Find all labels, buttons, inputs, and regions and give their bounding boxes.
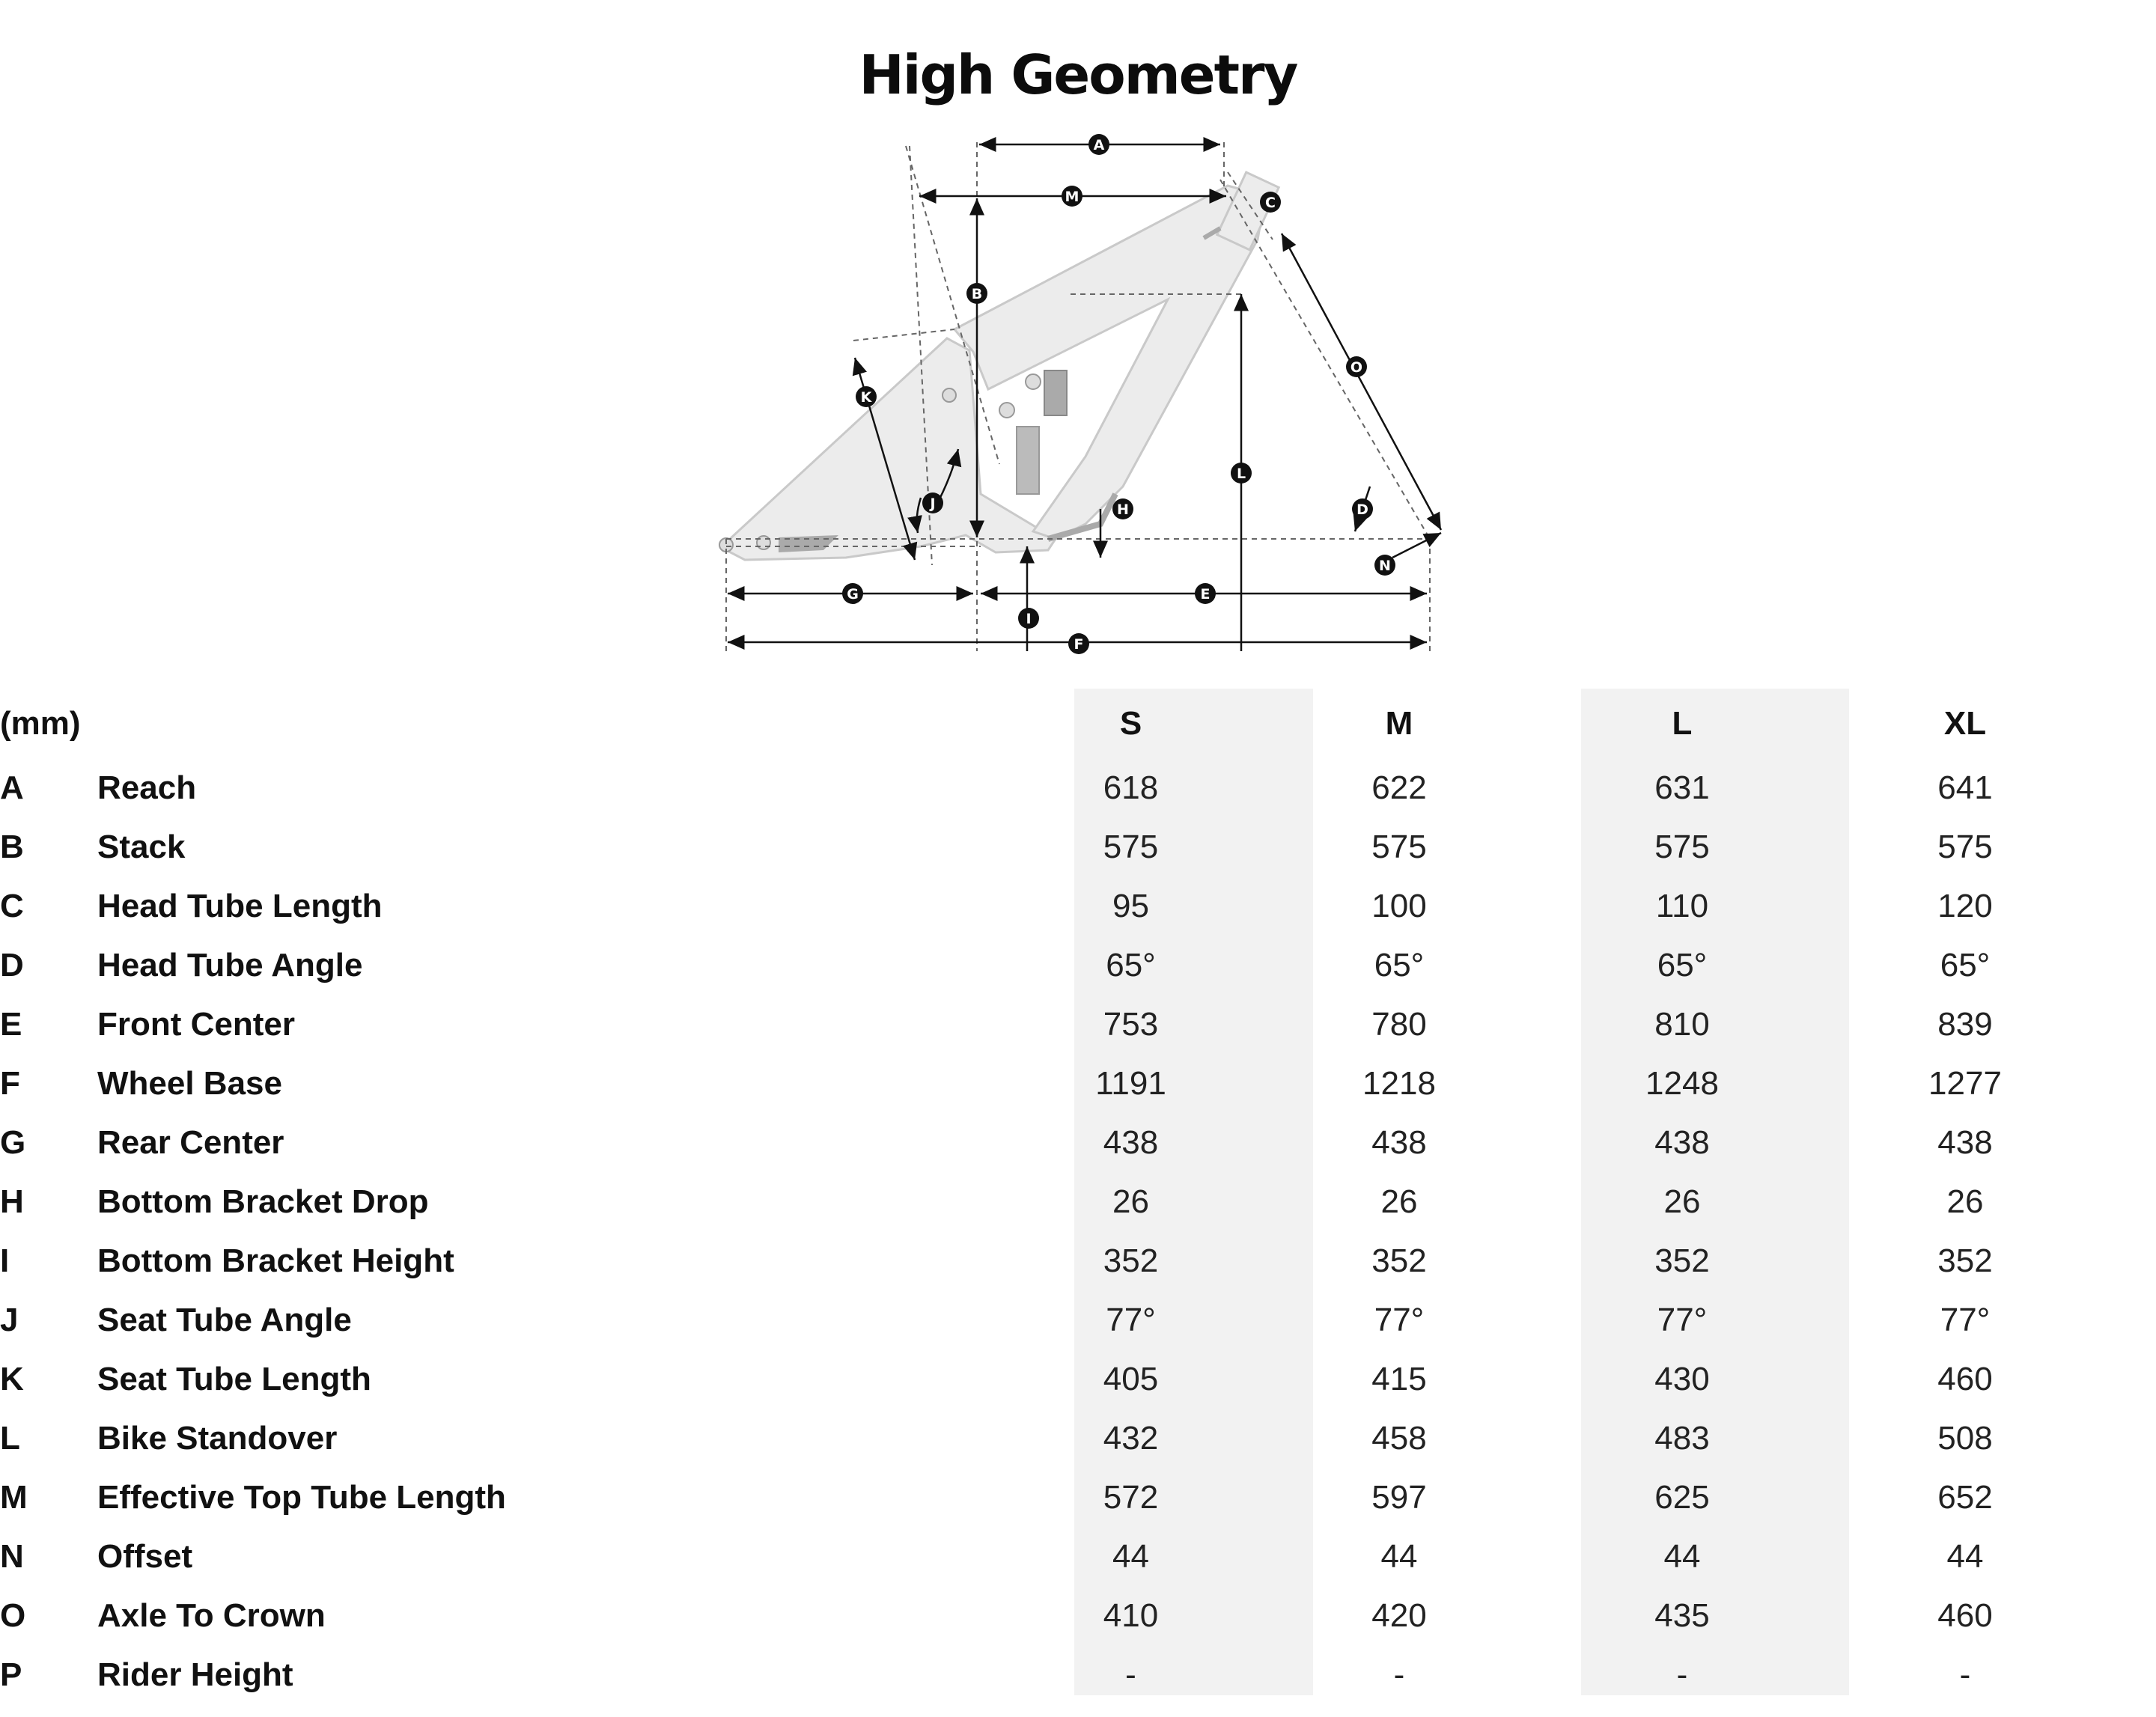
value-size-m: 575 — [1371, 828, 1427, 865]
value-size-s: 26 — [1112, 1183, 1149, 1220]
row-letter: I — [0, 1242, 10, 1279]
column-gap — [1519, 1054, 1548, 1113]
size-header-s: S — [1119, 704, 1142, 742]
row-name: Rear Center — [97, 1123, 284, 1161]
table-row — [0, 1586, 2085, 1645]
column-gap — [1250, 1349, 1279, 1409]
value-size-m: 100 — [1371, 887, 1427, 924]
svg-text:F: F — [1074, 636, 1084, 653]
row-letter: J — [0, 1301, 19, 1338]
column-gap — [1816, 1586, 1845, 1645]
column-gap — [1250, 1172, 1279, 1231]
table-row — [0, 1527, 2085, 1586]
column-gap — [1250, 1113, 1279, 1172]
label-D — [1352, 498, 1373, 519]
value-size-m: 420 — [1371, 1596, 1427, 1634]
column-gap — [1250, 1054, 1279, 1113]
svg-text:C: C — [1265, 195, 1276, 211]
column-gap — [1519, 1409, 1548, 1468]
label-M — [1062, 186, 1082, 207]
table-row — [0, 1231, 2085, 1290]
column-gap — [1250, 1468, 1279, 1527]
row-name: Effective Top Tube Length — [97, 1478, 506, 1516]
svg-text:G: G — [847, 586, 859, 603]
column-gap — [1250, 936, 1279, 995]
size-header-l: L — [1672, 704, 1693, 742]
value-size-m: 438 — [1371, 1123, 1427, 1161]
value-size-l: - — [1676, 1656, 1688, 1693]
label-G — [842, 583, 863, 604]
value-size-xl: 839 — [1937, 1005, 1993, 1043]
column-gap — [1816, 758, 1845, 817]
value-size-s: 65° — [1106, 946, 1156, 983]
column-gap — [1816, 995, 1845, 1054]
column-gap — [1519, 1349, 1548, 1409]
table-row — [0, 1172, 2085, 1231]
value-size-l: 352 — [1654, 1242, 1710, 1279]
label-L — [1231, 463, 1252, 484]
column-gap — [1816, 1172, 1845, 1231]
column-gap — [1519, 1645, 1548, 1704]
table-row — [0, 1349, 2085, 1409]
value-size-s: 575 — [1103, 828, 1159, 865]
value-size-xl: 120 — [1937, 887, 1993, 924]
value-size-l: 438 — [1654, 1123, 1710, 1161]
row-letter: F — [0, 1064, 20, 1102]
column-gap — [1250, 1586, 1279, 1645]
row-name: Reach — [97, 769, 197, 806]
value-size-l: 26 — [1663, 1183, 1701, 1220]
table-header-row — [0, 689, 2085, 758]
value-size-l: 625 — [1654, 1478, 1710, 1516]
value-size-s: 438 — [1103, 1123, 1159, 1161]
value-size-m: 26 — [1380, 1183, 1418, 1220]
value-size-m: 352 — [1371, 1242, 1427, 1279]
value-size-m: 415 — [1371, 1360, 1427, 1397]
svg-text:E: E — [1200, 586, 1211, 603]
column-gap — [1250, 1290, 1279, 1349]
column-gap — [1519, 1468, 1548, 1527]
value-size-l: 44 — [1663, 1537, 1701, 1575]
row-letter: M — [0, 1478, 28, 1516]
value-size-s: 95 — [1112, 887, 1149, 924]
table-row — [0, 1645, 2085, 1704]
row-name: Head Tube Length — [97, 887, 383, 924]
row-name: Bottom Bracket Height — [97, 1242, 454, 1279]
table-row — [0, 995, 2085, 1054]
column-gap — [1816, 1468, 1845, 1527]
table-row — [0, 1054, 2085, 1113]
value-size-xl: 65° — [1940, 946, 1991, 983]
table-row — [0, 1113, 2085, 1172]
row-name: Bike Standover — [97, 1419, 338, 1457]
label-O — [1346, 356, 1367, 377]
value-size-s: 405 — [1103, 1360, 1159, 1397]
value-size-xl: 77° — [1940, 1301, 1991, 1338]
reference-lines — [726, 142, 1430, 651]
row-letter: C — [0, 887, 24, 924]
value-size-xl: 26 — [1946, 1183, 1984, 1220]
value-size-l: 110 — [1655, 887, 1709, 924]
column-gap — [1519, 1113, 1548, 1172]
value-size-xl: 652 — [1937, 1478, 1993, 1516]
row-name: Offset — [97, 1537, 193, 1575]
column-gap — [1519, 1231, 1548, 1290]
value-size-s: 618 — [1103, 769, 1159, 806]
row-letter: P — [0, 1656, 22, 1693]
svg-text:N: N — [1379, 558, 1391, 574]
table-row — [0, 876, 2085, 936]
table-row — [0, 758, 2085, 817]
value-size-xl: - — [1959, 1656, 1971, 1693]
column-gap — [1519, 758, 1548, 817]
svg-text:I: I — [1026, 611, 1032, 627]
value-size-l: 1248 — [1645, 1064, 1719, 1102]
column-gap — [1519, 817, 1548, 876]
column-gap — [1250, 995, 1279, 1054]
label-E — [1195, 583, 1216, 604]
row-name: Rider Height — [97, 1656, 293, 1693]
value-size-xl: 460 — [1937, 1596, 1993, 1634]
table-row — [0, 1409, 2085, 1468]
column-gap — [1816, 1409, 1845, 1468]
svg-text:D: D — [1356, 501, 1368, 518]
column-gap — [1250, 1231, 1279, 1290]
column-gap — [1816, 817, 1845, 876]
value-size-l: 483 — [1654, 1419, 1710, 1457]
column-gap — [1250, 758, 1279, 817]
column-gap — [1519, 1172, 1548, 1231]
size-header-m: M — [1385, 704, 1413, 742]
column-gap — [1816, 1349, 1845, 1409]
row-letter: B — [0, 828, 24, 865]
value-size-xl: 1277 — [1928, 1064, 2002, 1102]
value-size-l: 575 — [1654, 828, 1710, 865]
label-K — [856, 386, 877, 407]
value-size-l: 631 — [1654, 769, 1710, 806]
column-gap — [1519, 1290, 1548, 1349]
column-gap — [1816, 1113, 1845, 1172]
value-size-xl: 352 — [1937, 1242, 1993, 1279]
value-size-l: 435 — [1654, 1596, 1710, 1634]
label-C — [1260, 192, 1281, 213]
row-letter: A — [0, 769, 24, 806]
value-size-s: 352 — [1103, 1242, 1159, 1279]
value-size-xl: 460 — [1937, 1360, 1993, 1397]
value-size-l: 77° — [1657, 1301, 1708, 1338]
column-gap — [1519, 876, 1548, 936]
value-size-xl: 438 — [1937, 1123, 1993, 1161]
column-gap — [1816, 876, 1845, 936]
column-gap — [1519, 936, 1548, 995]
value-size-xl: 44 — [1946, 1537, 1984, 1575]
bike-frame-outline — [726, 172, 1279, 560]
value-size-xl: 575 — [1937, 828, 1993, 865]
row-name: Head Tube Angle — [97, 946, 363, 983]
value-size-s: 1191 — [1095, 1064, 1166, 1102]
row-name: Front Center — [97, 1005, 295, 1043]
label-F — [1068, 633, 1089, 654]
column-gap — [1250, 1645, 1279, 1704]
svg-text:K: K — [860, 389, 872, 406]
value-size-m: 1218 — [1362, 1064, 1436, 1102]
value-size-s: 432 — [1103, 1419, 1159, 1457]
column-gap — [1816, 1231, 1845, 1290]
value-size-m: - — [1393, 1656, 1405, 1693]
row-letter: O — [0, 1596, 26, 1634]
dimension-arrows — [728, 144, 1441, 651]
column-gap — [1250, 1409, 1279, 1468]
row-letter: K — [0, 1360, 24, 1397]
column-gap — [1519, 1586, 1548, 1645]
row-name: Axle To Crown — [97, 1596, 326, 1634]
svg-text:J: J — [930, 495, 936, 512]
size-header-xl: XL — [1943, 704, 1987, 742]
value-size-l: 65° — [1657, 946, 1708, 983]
value-size-m: 65° — [1374, 946, 1425, 983]
svg-text:O: O — [1350, 359, 1363, 376]
table-body — [0, 758, 2085, 1704]
column-gap — [1250, 817, 1279, 876]
column-gap — [1519, 995, 1548, 1054]
label-I — [1018, 608, 1039, 629]
row-name: Bottom Bracket Drop — [97, 1183, 429, 1220]
bike-geometry-diagram — [0, 0, 2156, 674]
svg-text:B: B — [971, 286, 983, 302]
table-row — [0, 1290, 2085, 1349]
value-size-s: - — [1125, 1656, 1136, 1693]
row-letter: H — [0, 1183, 24, 1220]
svg-text:H: H — [1117, 501, 1129, 518]
value-size-m: 44 — [1380, 1537, 1418, 1575]
svg-text:L: L — [1236, 466, 1246, 482]
column-gap — [1816, 1645, 1845, 1704]
svg-text:M: M — [1065, 189, 1079, 205]
value-size-m: 77° — [1374, 1301, 1425, 1338]
value-size-s: 572 — [1103, 1478, 1159, 1516]
value-size-s: 44 — [1112, 1537, 1149, 1575]
value-size-s: 410 — [1103, 1596, 1159, 1634]
column-gap — [1519, 1527, 1548, 1586]
geometry-table — [0, 689, 2085, 1704]
value-size-m: 622 — [1371, 769, 1427, 806]
label-B — [966, 283, 987, 304]
value-size-m: 458 — [1371, 1419, 1427, 1457]
value-size-m: 597 — [1371, 1478, 1427, 1516]
row-name: Wheel Base — [97, 1064, 282, 1102]
table-row — [0, 1468, 2085, 1527]
value-size-xl: 641 — [1937, 769, 1993, 806]
row-letter: E — [0, 1005, 22, 1043]
label-J — [922, 492, 943, 513]
page-title: High Geometry — [859, 43, 1297, 106]
value-size-s: 753 — [1103, 1005, 1159, 1043]
value-size-m: 780 — [1371, 1005, 1427, 1043]
row-letter: D — [0, 946, 24, 983]
value-size-s: 77° — [1106, 1301, 1156, 1338]
svg-text:A: A — [1093, 137, 1105, 153]
unit-label: (mm) — [0, 704, 81, 742]
value-size-l: 430 — [1654, 1360, 1710, 1397]
label-N — [1374, 555, 1395, 576]
column-gap — [1816, 936, 1845, 995]
row-name: Seat Tube Length — [97, 1360, 371, 1397]
row-letter: N — [0, 1537, 24, 1575]
column-gap — [1250, 876, 1279, 936]
column-gap — [1816, 1054, 1845, 1113]
column-gap — [1816, 1527, 1845, 1586]
row-letter: G — [0, 1123, 26, 1161]
table-row — [0, 817, 2085, 876]
row-name: Stack — [97, 828, 186, 865]
value-size-xl: 508 — [1937, 1419, 1993, 1457]
row-letter: L — [0, 1419, 20, 1457]
row-name: Seat Tube Angle — [97, 1301, 352, 1338]
column-gap — [1816, 1290, 1845, 1349]
value-size-l: 810 — [1654, 1005, 1710, 1043]
column-gap — [1250, 1527, 1279, 1586]
label-A — [1088, 134, 1109, 155]
label-H — [1112, 498, 1133, 519]
table-row — [0, 936, 2085, 995]
